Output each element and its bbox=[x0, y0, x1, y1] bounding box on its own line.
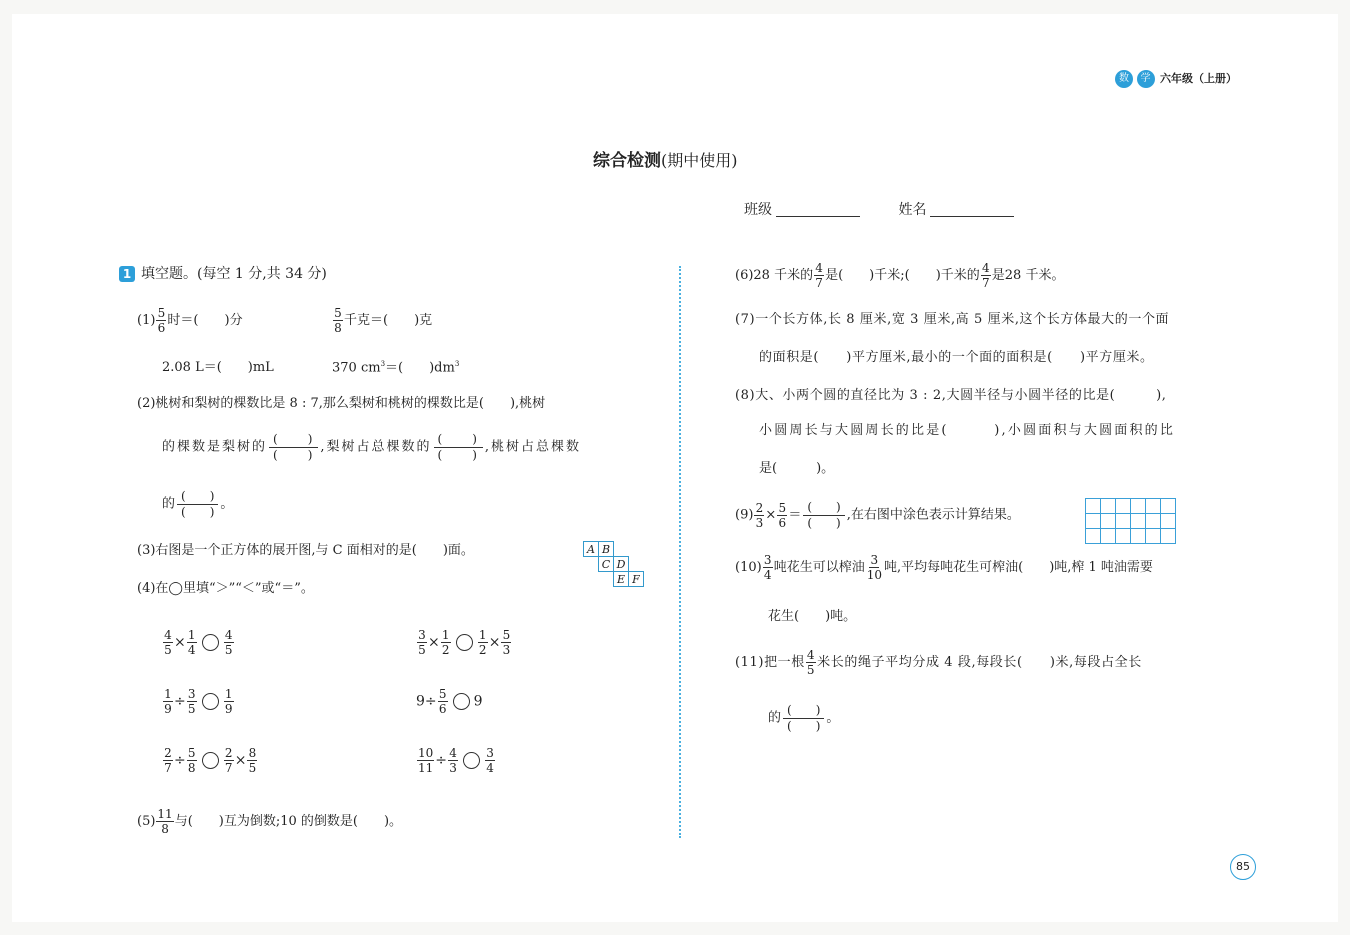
cube-face-e: E bbox=[614, 572, 629, 587]
q2-text-1: (2)桃树和梨树的棵数比是 8 : 7,那么梨树和桃树的棵数比是( ),桃树 bbox=[137, 396, 546, 411]
q10-text-2: 花生( )吨。 bbox=[768, 609, 857, 624]
blank-fraction[interactable]: ( ) ( ) bbox=[434, 433, 483, 461]
q10-tail: 吨,平均每吨花生可榨油( )吨,榨 1 吨油需要 bbox=[883, 560, 1153, 575]
answer-circle[interactable] bbox=[202, 752, 219, 769]
q1-d-tail: ＝( )dm bbox=[385, 360, 455, 376]
q5-tail: 与( )互为倒数;10 的倒数是( )。 bbox=[174, 814, 403, 829]
cube-net-figure bbox=[583, 541, 644, 587]
q1-label: (1) bbox=[137, 313, 156, 328]
name-label: 姓名 bbox=[898, 202, 927, 218]
q7-text-2: 的面积是( )平方厘米,最小的一个面的面积是( )平方厘米。 bbox=[759, 350, 1154, 365]
page-title bbox=[593, 153, 738, 170]
question-7-line-2 bbox=[759, 351, 1154, 364]
q4-text: (4)在◯里填“＞”“＜”或“＝”。 bbox=[137, 581, 314, 596]
q6-text-c: 是28 千米。 bbox=[991, 268, 1065, 283]
question-4 bbox=[137, 582, 314, 595]
q10-head: (10) bbox=[735, 560, 762, 575]
question-10-line-2 bbox=[768, 610, 856, 623]
compare-item: $\frac{1}{9}$ ÷ $\frac{3}{5}$ $\frac{1}{9}$ bbox=[164, 687, 233, 716]
question-8-line-2 bbox=[759, 424, 1175, 437]
q1-d-head: 370 cm bbox=[332, 360, 381, 376]
question-10-line-1: (10) $\frac{3}{4}$ 吨花生可以榨油 $\frac{3}{10}$ 吨,平均每吨花生可榨油( )吨,榨 1 吨油需要 bbox=[735, 553, 1153, 582]
section-heading bbox=[119, 266, 327, 282]
compare-item: $\frac{4}{5}$ × $\frac{1}{4}$ $\frac{4}{5}$ bbox=[164, 628, 233, 657]
section-title: 填空题。(每空 1 分,共 34 分) bbox=[141, 266, 327, 282]
compare-item: $\frac{10}{11}$ ÷ $\frac{4}{3}$ $\frac{3}{4}$ bbox=[418, 746, 494, 775]
cube-face-f: F bbox=[629, 572, 644, 587]
q11-tail: 米长的绳子平均分成 4 段,每段长( )米,每段占全长 bbox=[817, 655, 1142, 670]
title-main: 综合检测 bbox=[593, 151, 661, 171]
question-1-line-2 bbox=[162, 361, 274, 374]
q9-tail: ,在右图中涂色表示计算结果。 bbox=[846, 507, 1020, 523]
answer-circle[interactable] bbox=[456, 634, 473, 651]
worksheet-page bbox=[12, 14, 1338, 922]
question-8-line-1 bbox=[735, 389, 1167, 402]
q5-head: (5) bbox=[137, 814, 156, 829]
cube-face-c: C bbox=[599, 557, 614, 572]
q10-mid: 吨花生可以榨油 bbox=[773, 560, 865, 575]
question-5: (5) $\frac{11}{8}$ 与( )互为倒数;10 的倒数是( )。 bbox=[137, 807, 403, 836]
q2-text-2b: ,梨树占总棵数的 bbox=[320, 439, 432, 455]
blank-fraction[interactable]: ( ) ( ) bbox=[177, 490, 218, 518]
question-1-line-2b: 370 $cm^3=$( )$dm^3$ bbox=[332, 360, 460, 376]
question-2-line-1 bbox=[137, 397, 545, 410]
page-number: 85 bbox=[1230, 854, 1256, 880]
fraction: $\frac{5}{8}$ bbox=[334, 306, 342, 335]
column-divider bbox=[679, 266, 681, 838]
q1-a-text: 时＝( )分 bbox=[167, 313, 243, 328]
compare-item: $\frac{3}{5}$ × $\frac{1}{2}$ $\frac{1}{2}$ × $\frac{5}{3}$ bbox=[418, 628, 511, 657]
question-1-line-1 bbox=[137, 307, 243, 334]
question-8-line-3 bbox=[759, 462, 834, 475]
q8-text-1: (8)大、小两个圆的直径比为 3 : 2,大圆半径与小圆半径的比是( ), bbox=[735, 388, 1167, 403]
section-number: 1 bbox=[119, 266, 135, 282]
q6-text-b: 是( )千米;( )千米的 bbox=[825, 268, 980, 283]
compare-item: $\frac{2}{7}$ ÷ $\frac{5}{8}$ $\frac{2}{7}$ × $\frac{8}{5}$ bbox=[164, 746, 257, 775]
question-6: (6)28 千米的 $\frac{4}{7}$ 是( )千米;( )千米的 $\frac{4}{7}$ 是28 千米。 bbox=[735, 261, 1065, 290]
question-7-line-1 bbox=[735, 313, 1169, 326]
q2-text-3b: 。 bbox=[220, 496, 234, 512]
class-field[interactable] bbox=[776, 202, 860, 217]
cube-face-d: D bbox=[614, 557, 629, 572]
subject-badge-2: 学 bbox=[1137, 70, 1155, 88]
question-9: (9) $\frac{2}{3}$ × $\frac{5}{6}$ ＝ ( ) ( ) ,在右图中涂色表示计算结果。 bbox=[735, 500, 1020, 530]
q11-head: (11)把一根 bbox=[735, 655, 805, 670]
q7-text-1: (7)一个长方体,长 8 厘米,宽 3 厘米,高 5 厘米,这个长方体最大的一个面 bbox=[735, 312, 1170, 327]
q8-text-3: 是( )。 bbox=[759, 461, 835, 476]
answer-circle[interactable] bbox=[202, 693, 219, 710]
cube-face-b: B bbox=[599, 542, 614, 557]
q1-b-text: 千克＝( )克 bbox=[344, 313, 433, 328]
q2-text-2c: ,桃树占总棵数 bbox=[484, 439, 582, 455]
q2-text-2a: 的棵数是梨树的 bbox=[162, 439, 268, 455]
question-2-line-2 bbox=[162, 433, 581, 461]
question-11-line-1: (11)把一根 $\frac{4}{5}$ 米长的绳子平均分成 4 段,每段长( )米,每段占全长 bbox=[735, 648, 1142, 677]
q11-text-2a: 的 bbox=[768, 710, 782, 726]
q11-text-2b: 。 bbox=[826, 710, 840, 726]
question-1-line-1b bbox=[332, 307, 432, 334]
page-header bbox=[1115, 70, 1237, 88]
grade-label: 六年级（上册） bbox=[1160, 72, 1237, 85]
question-11-line-2 bbox=[768, 704, 839, 732]
answer-circle[interactable] bbox=[453, 693, 470, 710]
answer-circle[interactable] bbox=[463, 752, 480, 769]
blank-fraction[interactable]: ( ) ( ) bbox=[783, 704, 824, 732]
cube-face-a: A bbox=[584, 542, 599, 557]
student-info bbox=[744, 202, 1014, 217]
class-label: 班级 bbox=[744, 202, 772, 218]
title-sub: (期中使用) bbox=[661, 151, 738, 170]
shading-grid[interactable] bbox=[1085, 498, 1176, 544]
subject-badge-1: 数 bbox=[1115, 70, 1133, 88]
blank-fraction[interactable]: ( ) ( ) bbox=[269, 433, 318, 461]
question-3 bbox=[137, 544, 474, 557]
q3-text: (3)右图是一个正方体的展开图,与 C 面相对的是( )面。 bbox=[137, 543, 474, 558]
fraction: $\frac{5}{6}$ bbox=[157, 306, 166, 335]
q8-text-2: 小圆周长与大圆周长的比是( ),小圆面积与大圆面积的比 bbox=[759, 423, 1176, 438]
name-field[interactable] bbox=[930, 202, 1014, 217]
compare-item: 9÷ $\frac{5}{6}$ 9 bbox=[416, 687, 483, 716]
question-2-line-3 bbox=[162, 490, 233, 518]
q6-text-a: (6)28 千米的 bbox=[735, 268, 814, 283]
answer-circle[interactable] bbox=[202, 634, 219, 651]
q1-c-text: 2.08 L＝( )mL bbox=[162, 360, 274, 375]
q9-head: (9) bbox=[735, 507, 754, 523]
q2-text-3a: 的 bbox=[162, 496, 176, 512]
blank-fraction[interactable]: ( ) ( ) bbox=[803, 501, 844, 529]
